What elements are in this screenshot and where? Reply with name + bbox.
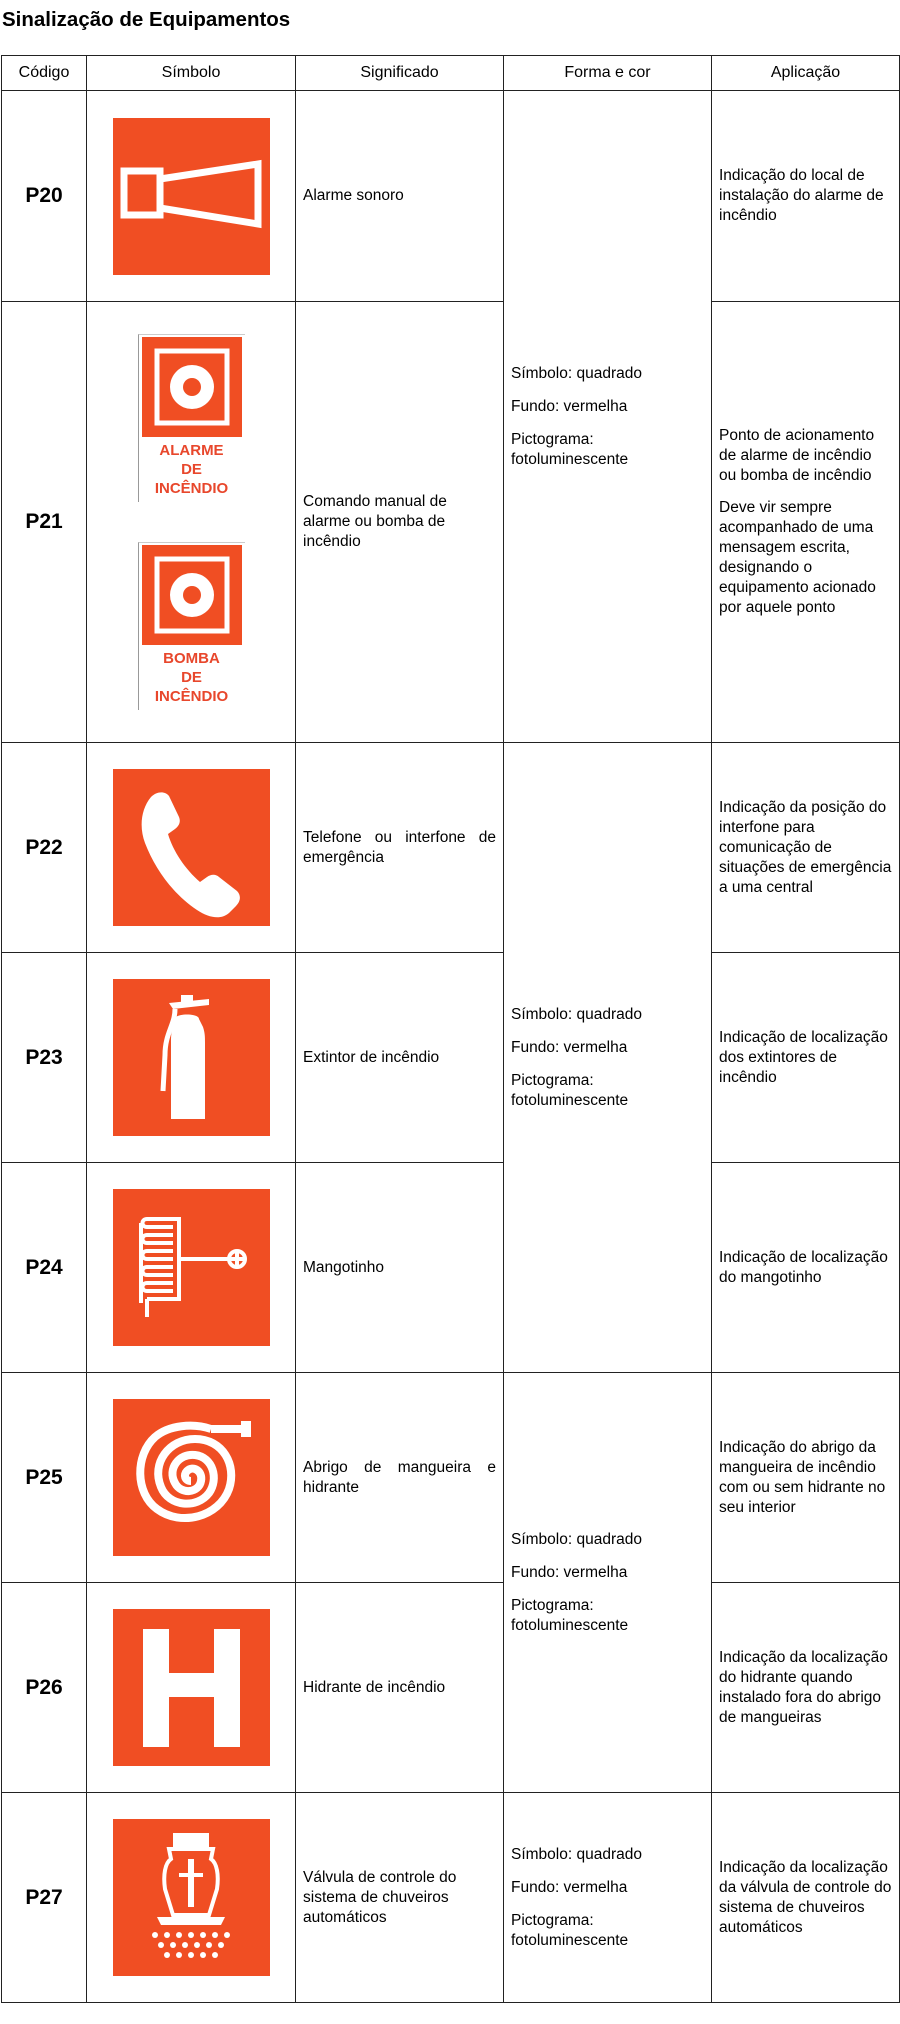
meaning-cell: Hidrante de incêndio <box>296 1583 504 1793</box>
alarm-horn-icon <box>113 118 270 275</box>
form-pictogram: Pictograma: fotoluminescente <box>511 1596 629 1634</box>
column-header-symbol: Símbolo <box>87 56 296 91</box>
column-header-code: Código <box>2 56 87 91</box>
coiled-hose-icon <box>113 1399 270 1556</box>
caption-alarm: ALARME <box>159 442 224 459</box>
table-row <box>2 953 900 1163</box>
form-background: Fundo: vermelha <box>511 1038 628 1056</box>
table-row <box>2 91 900 302</box>
form-shape: Símbolo: quadrado <box>511 364 642 382</box>
table-row <box>2 1163 900 1373</box>
hose-reel-icon <box>113 1189 270 1346</box>
form-pictogram: Pictograma: fotoluminescente <box>511 1071 629 1109</box>
symbol-cell <box>87 302 296 743</box>
row-code: P26 <box>2 1583 87 1793</box>
row-code: P22 <box>2 743 87 953</box>
column-header-application: Aplicação <box>712 56 900 91</box>
row-code: P21 <box>2 302 87 743</box>
table-header-row <box>2 56 900 91</box>
fire-extinguisher-icon <box>113 979 270 1136</box>
column-header-meaning: Significado <box>296 56 504 91</box>
table-row <box>2 1583 900 1793</box>
form-shape: Símbolo: quadrado <box>511 1845 642 1863</box>
form-color-cell <box>504 1373 712 1793</box>
form-background: Fundo: vermelha <box>511 1878 628 1896</box>
form-background: Fundo: vermelha <box>511 1563 628 1581</box>
row-code: P23 <box>2 953 87 1163</box>
hydrant-h-icon <box>113 1609 270 1766</box>
symbol-cell <box>87 1163 296 1373</box>
application-cell: Indicação da localização do hidrante quando instalado fora do abrigo de mangueiras <box>712 1583 900 1793</box>
pump-call-point-sign <box>138 542 245 710</box>
application-cell: Indicação do abrigo da mangueira de incêndio com ou sem hidrante no seu interior <box>712 1373 900 1583</box>
meaning-cell: Telefone ou interfone de emergência <box>296 743 504 953</box>
meaning-cell: Comando manual de alarme ou bomba de incêndio <box>296 302 504 743</box>
form-color-cell <box>504 743 712 1373</box>
column-header-form: Forma e cor <box>504 56 712 91</box>
application-cell: Indicação do local de instalação do alarme de incêndio <box>712 91 900 302</box>
meaning-cell: Alarme sonoro <box>296 91 504 302</box>
form-shape: Símbolo: quadrado <box>511 1005 642 1023</box>
row-code: P27 <box>2 1793 87 2003</box>
sprinkler-valve-icon <box>113 1819 270 1976</box>
application-cell: Indicação de localização do mangotinho <box>712 1163 900 1373</box>
table-row <box>2 1373 900 1583</box>
symbol-cell <box>87 1373 296 1583</box>
application-cell: Ponto de acionamento de alarme de incêndio ou bomba de incêndio Deve vir sempre acompanhado de uma mensagem escrita, designando o equipamento acionado por aquele ponto <box>712 302 900 743</box>
symbol-cell <box>87 1583 296 1793</box>
caption-de: DE <box>181 461 202 478</box>
form-color-cell <box>504 91 712 743</box>
symbol-cell <box>87 953 296 1163</box>
caption-incendio: INCÊNDIO <box>154 480 229 497</box>
caption-bomba: BOMBA <box>163 650 220 667</box>
row-code: P20 <box>2 91 87 302</box>
table-row <box>2 302 900 743</box>
table-row <box>2 743 900 953</box>
form-pictogram: Pictograma: fotoluminescente <box>511 1911 629 1949</box>
application-cell: Indicação da localização da válvula de controle do sistema de chuveiros automáticos <box>712 1793 900 2003</box>
row-code: P24 <box>2 1163 87 1373</box>
caption-de: DE <box>181 669 202 686</box>
manual-call-point-icon <box>142 337 242 437</box>
meaning-cell: Válvula de controle do sistema de chuveiros automáticos <box>296 1793 504 2003</box>
page-title: Sinalização de Equipamentos <box>2 8 291 31</box>
caption-incendio: INCÊNDIO <box>154 688 229 705</box>
equipment-signs-table <box>1 55 900 2003</box>
application-cell: Indicação da posição do interfone para comunicação de situações de emergência a uma central <box>712 743 900 953</box>
form-color-cell <box>504 1793 712 2003</box>
form-background: Fundo: vermelha <box>511 397 628 415</box>
symbol-cell <box>87 743 296 953</box>
meaning-cell: Mangotinho <box>296 1163 504 1373</box>
application-cell: Indicação de localização dos extintores de incêndio <box>712 953 900 1163</box>
symbol-cell <box>87 1793 296 2003</box>
row-code: P25 <box>2 1373 87 1583</box>
symbol-cell <box>87 91 296 302</box>
manual-call-point-icon <box>142 545 242 645</box>
telephone-icon <box>113 769 270 926</box>
alarm-call-point-sign <box>138 334 245 502</box>
meaning-cell: Extintor de incêndio <box>296 953 504 1163</box>
form-pictogram: Pictograma: fotoluminescente <box>511 430 629 468</box>
table-row <box>2 1793 900 2003</box>
meaning-cell: Abrigo de mangueira e hidrante <box>296 1373 504 1583</box>
form-shape: Símbolo: quadrado <box>511 1530 642 1548</box>
